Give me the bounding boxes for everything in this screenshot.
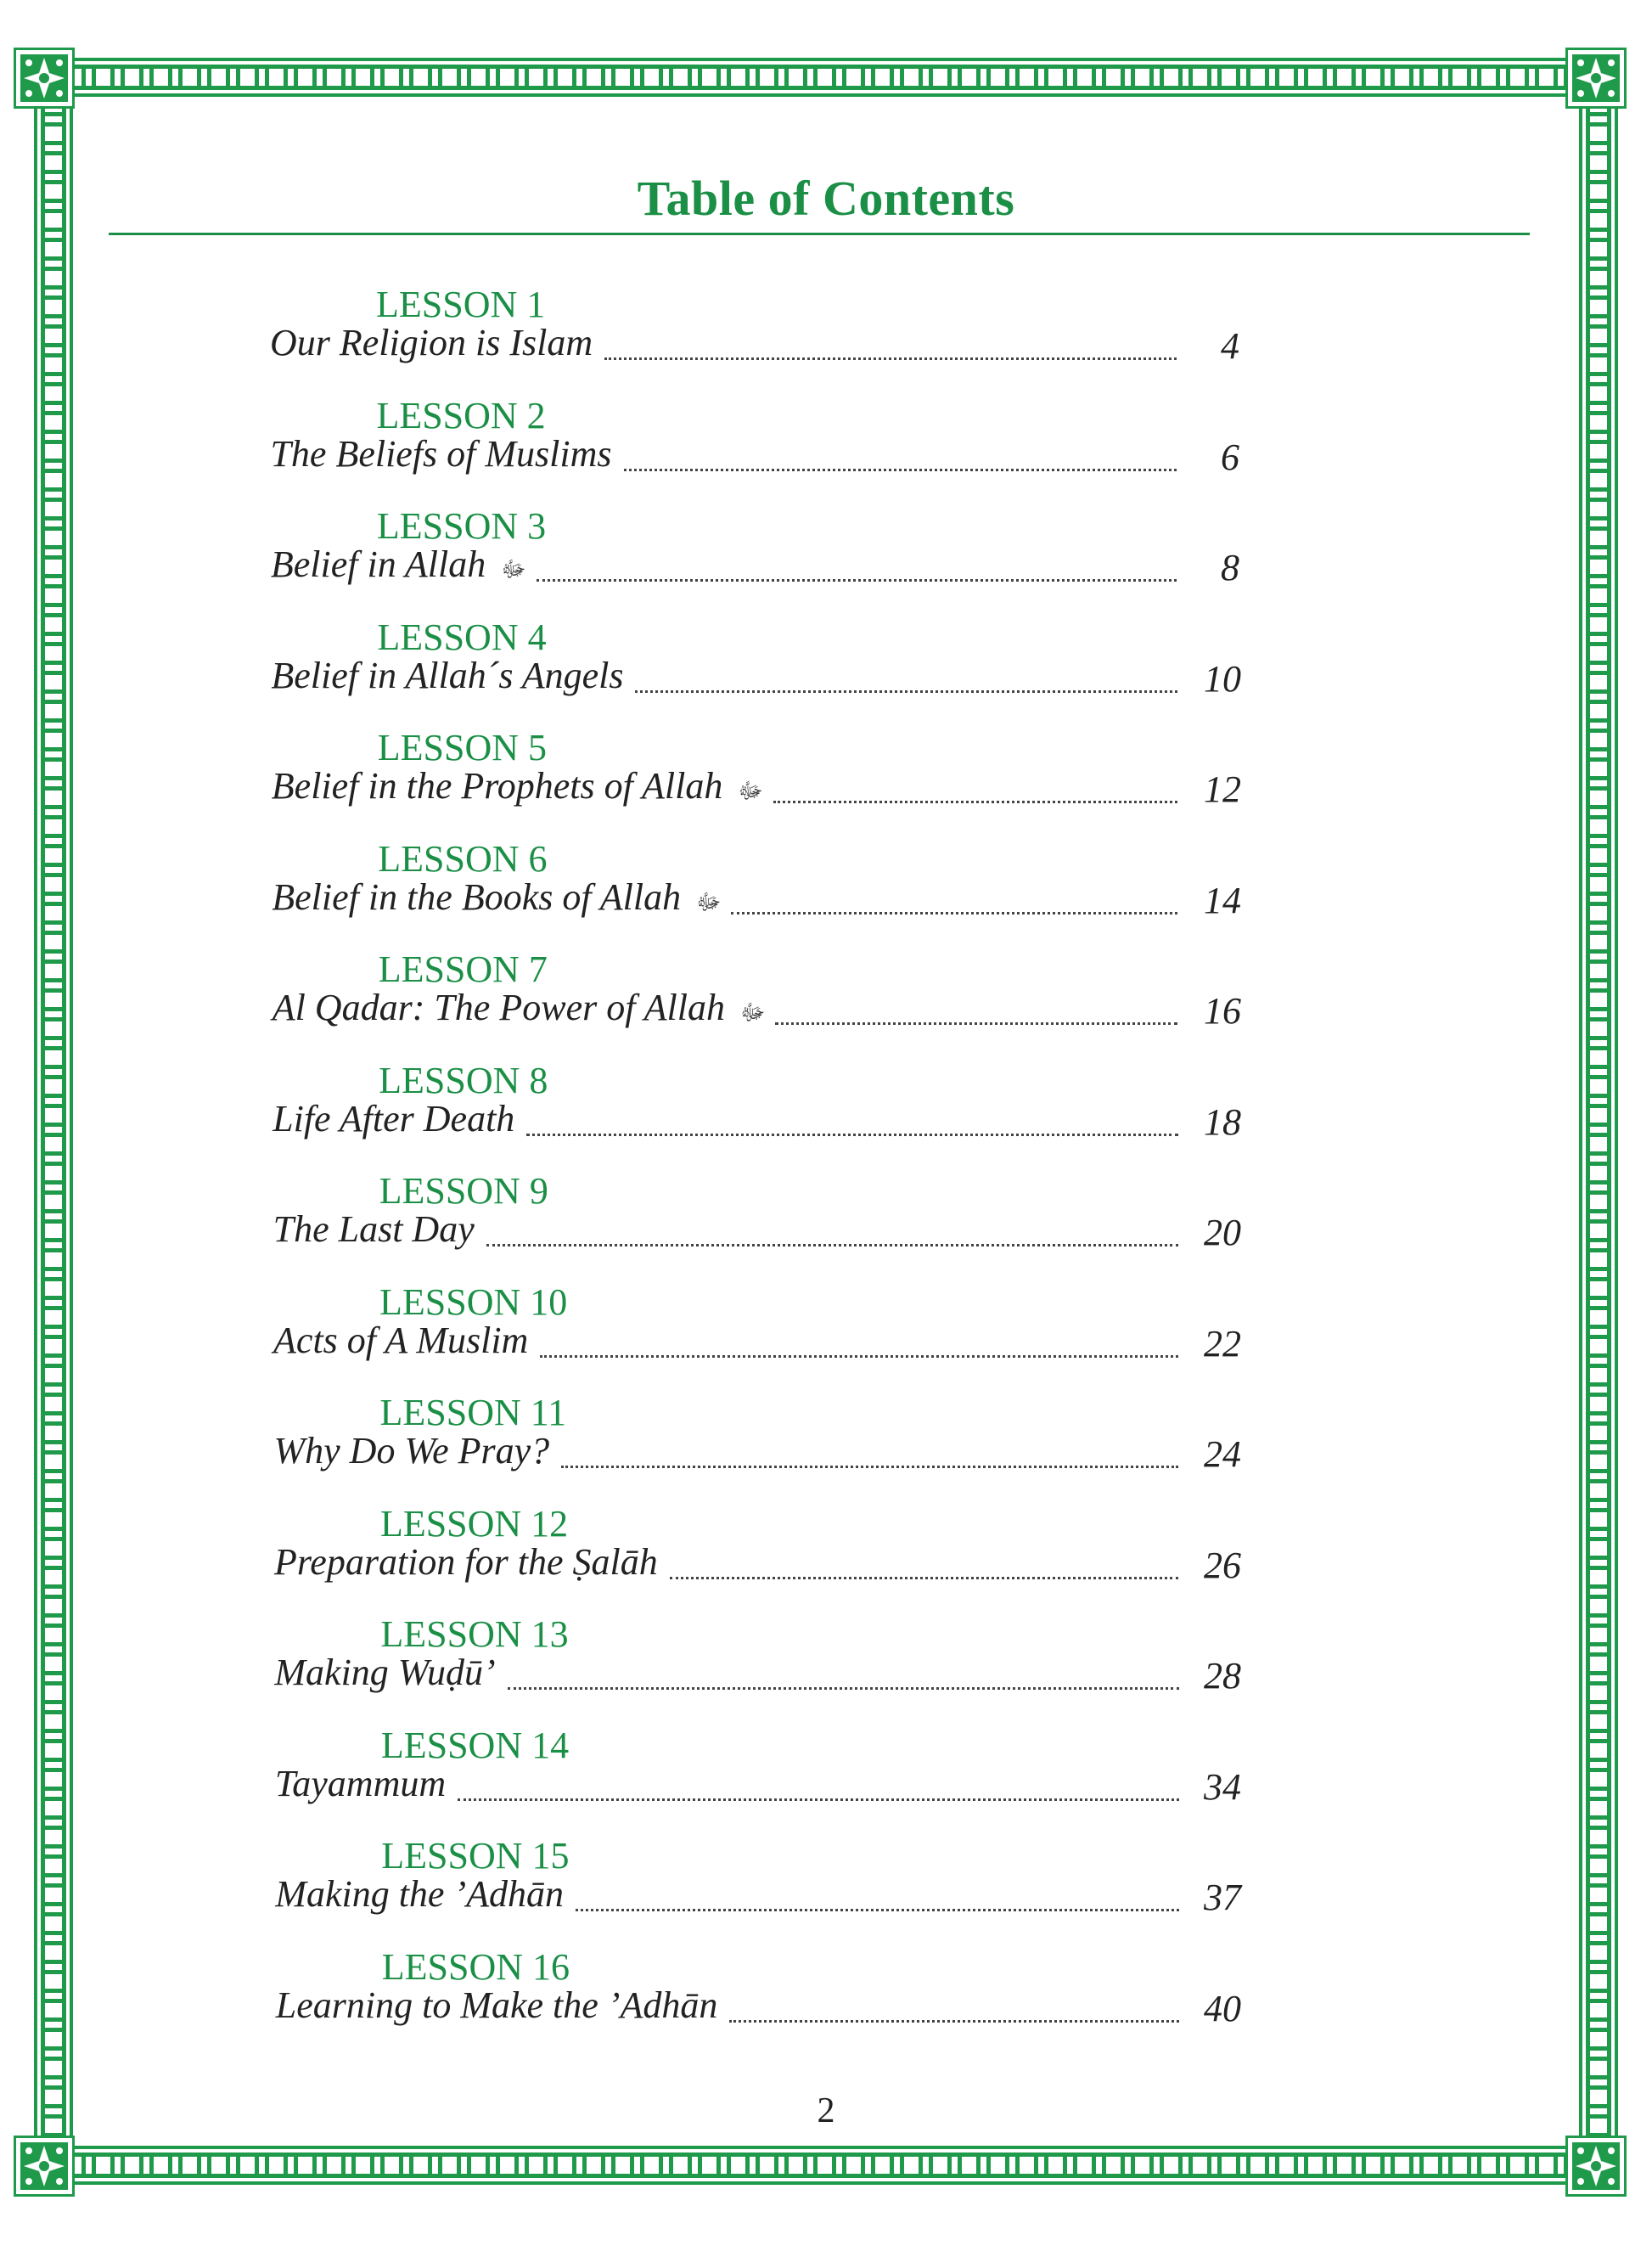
lesson-title: Belief in the Prophets of Allah (271, 765, 723, 807)
toc-entry (0, 727, 1652, 837)
lesson-page-number: 20 (1204, 1212, 1241, 1253)
lesson-title: Making Wuḍū’ (274, 1652, 496, 1693)
lesson-title: Learning to Make the ’Adhān (275, 1984, 718, 2026)
toc-entry (0, 1835, 1652, 1945)
dot-leader (604, 357, 1177, 360)
lesson-label: LESSON 2 (376, 394, 546, 436)
lesson-label: LESSON 16 (381, 1945, 570, 1988)
toc-entry (0, 1281, 1652, 1392)
lesson-title-line (270, 432, 1177, 483)
lesson-title: Acts of A Muslim (273, 1319, 529, 1361)
lesson-title-line (274, 1540, 1179, 1591)
lesson-title: Life After Death (273, 1097, 515, 1140)
lesson-page-number: 4 (1221, 325, 1239, 367)
lesson-title-line (274, 1429, 1179, 1480)
lesson-label: LESSON 13 (380, 1613, 569, 1655)
dot-leader (775, 1022, 1177, 1025)
dot-leader (486, 1244, 1178, 1246)
page-title: Table of Contents (637, 171, 1015, 226)
lesson-label: LESSON 11 (379, 1392, 567, 1433)
lesson-title: Tayammum (274, 1762, 447, 1804)
lesson-label: LESSON 1 (376, 284, 546, 325)
honorific-icon: ﷻ (738, 779, 763, 804)
honorific-icon: ﷻ (696, 889, 722, 915)
lesson-title: Making the ’Adhān (275, 1873, 564, 1915)
lesson-label: LESSON 8 (379, 1059, 548, 1101)
toc-entry (0, 1946, 1652, 2057)
title-divider (109, 233, 1530, 235)
toc-entry (0, 1060, 1652, 1170)
dot-leader (537, 579, 1177, 582)
dot-leader (561, 1466, 1178, 1468)
toc-entry (0, 1170, 1652, 1280)
page-number: 2 (817, 2091, 835, 2130)
border-bottom (34, 2146, 1618, 2185)
lesson-label: LESSON 6 (378, 837, 548, 880)
lesson-title-line (275, 1762, 1179, 1813)
dot-leader (526, 1134, 1177, 1136)
toc-entry (0, 948, 1652, 1059)
lesson-page-number: 37 (1204, 1877, 1241, 1918)
dot-leader (576, 1909, 1179, 1911)
lesson-title-line (271, 543, 1177, 594)
lesson-page-number: 14 (1204, 879, 1241, 921)
lesson-title-line (273, 986, 1178, 1037)
corner-ornament-icon (14, 2136, 75, 2197)
lesson-title-line (275, 1872, 1179, 1923)
lesson-page-number: 16 (1204, 990, 1241, 1032)
lesson-title-line (273, 1319, 1178, 1370)
lesson-label: LESSON 5 (377, 727, 548, 768)
toc-entry (0, 1503, 1652, 1613)
toc-entry (0, 395, 1652, 505)
lesson-label: LESSON 9 (379, 1170, 548, 1212)
lesson-title: Belief in the Books of Allah (272, 875, 682, 918)
lesson-title-line (272, 875, 1177, 926)
lesson-title-line (273, 1097, 1177, 1148)
dot-leader (670, 1577, 1179, 1579)
lesson-label: LESSON 10 (379, 1280, 568, 1323)
lesson-label: LESSON 14 (380, 1724, 570, 1766)
lesson-title: Belief in Allah (270, 543, 486, 585)
lesson-label: LESSON 7 (378, 948, 548, 990)
toc-entry (0, 616, 1652, 727)
lesson-title: Our Religion is Islam (270, 322, 593, 363)
lesson-title: Why Do We Pray? (273, 1430, 550, 1472)
lesson-page-number: 26 (1204, 1544, 1241, 1586)
lesson-title: The Last Day (273, 1208, 475, 1250)
lesson-title-line (272, 764, 1177, 815)
toc-entry (0, 1725, 1652, 1835)
lesson-title: Preparation for the Ṣalāh (273, 1540, 658, 1583)
toc-entry (0, 1392, 1652, 1502)
lesson-title-line (273, 1207, 1178, 1258)
corner-ornament-icon (14, 48, 75, 109)
lesson-title: The Beliefs of Muslims (270, 432, 612, 475)
dot-leader (635, 690, 1177, 693)
dot-leader (773, 801, 1177, 803)
lesson-page-number: 28 (1204, 1655, 1241, 1697)
lesson-page-number: 10 (1204, 657, 1241, 700)
corner-ornament-icon (1565, 2136, 1627, 2197)
lesson-label: LESSON 3 (376, 505, 547, 547)
lesson-title: Al Qadar: The Power of Allah (272, 987, 725, 1028)
toc-entry (0, 838, 1652, 948)
lesson-label: LESSON 15 (381, 1835, 570, 1877)
toc-entry (0, 1613, 1652, 1724)
border-top (34, 58, 1618, 97)
corner-ornament-icon (1565, 48, 1627, 109)
dot-leader (458, 1798, 1179, 1801)
dot-leader (624, 469, 1177, 471)
toc-entry (0, 505, 1652, 616)
lesson-label: LESSON 12 (379, 1502, 569, 1545)
lesson-title-line (276, 1984, 1180, 2034)
dot-leader (508, 1687, 1179, 1690)
lesson-page-number: 12 (1204, 768, 1241, 810)
lesson-page-number: 34 (1204, 1765, 1241, 1808)
lesson-title: Belief in Allah´s Angels (271, 654, 624, 696)
dot-leader (731, 912, 1177, 914)
honorific-icon: ﷻ (739, 1000, 766, 1026)
lesson-page-number: 22 (1204, 1322, 1241, 1365)
lesson-page-number: 18 (1204, 1100, 1241, 1143)
dot-leader (729, 2020, 1179, 2023)
honorific-icon: ﷻ (501, 557, 526, 582)
lesson-page-number: 8 (1221, 547, 1239, 588)
toc-entry (0, 284, 1652, 394)
lesson-title-line (274, 1651, 1178, 1702)
dot-leader (540, 1355, 1178, 1358)
lesson-label: LESSON 4 (377, 616, 547, 658)
lesson-page-number: 6 (1221, 436, 1239, 478)
lesson-title-line (271, 654, 1177, 705)
lesson-title-line (270, 321, 1177, 372)
lesson-page-number: 40 (1204, 1987, 1241, 2029)
lesson-page-number: 24 (1204, 1433, 1241, 1475)
